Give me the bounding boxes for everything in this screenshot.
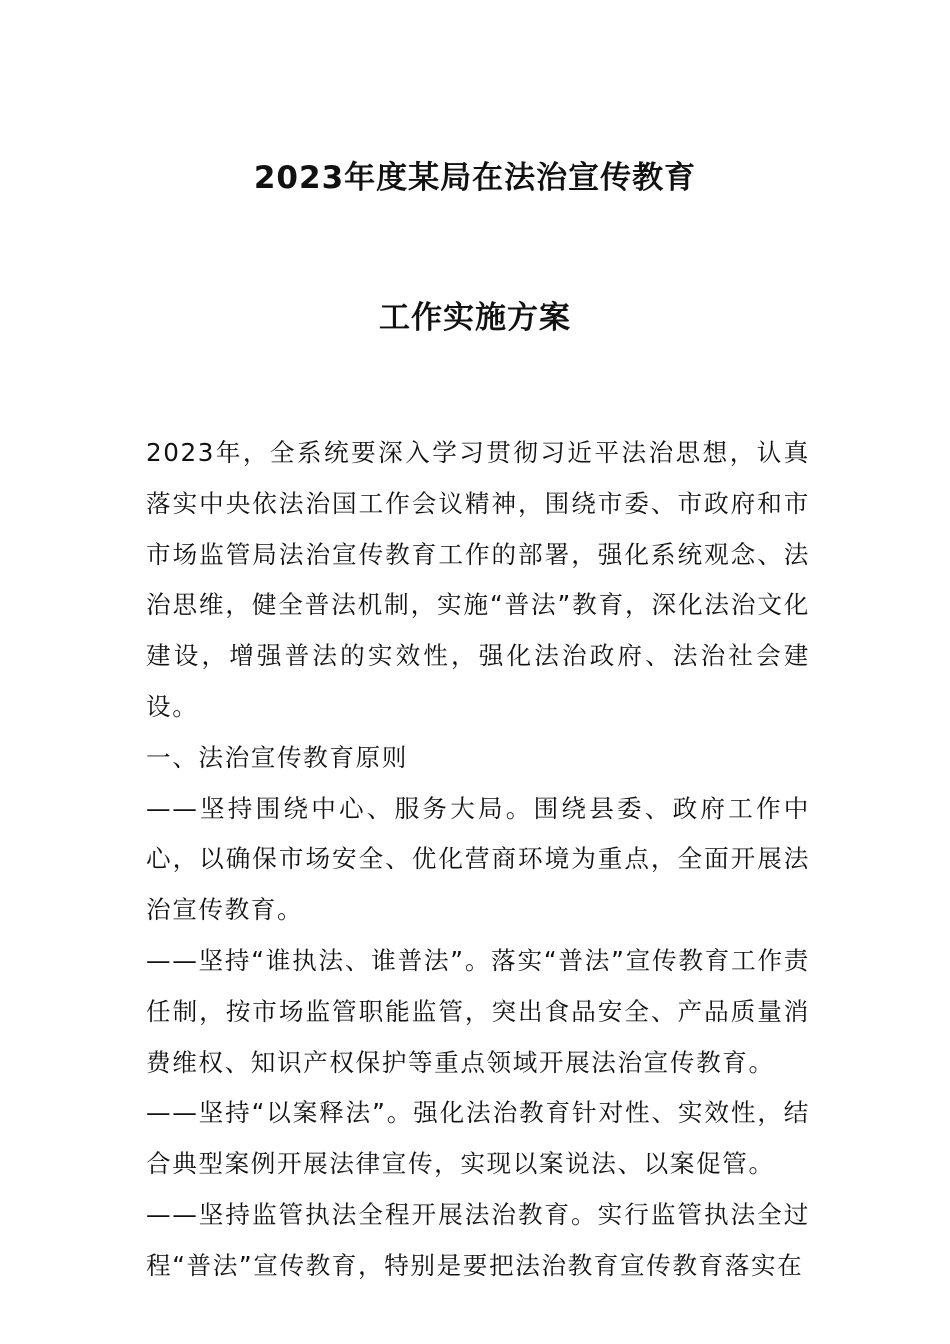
principle-paragraph: ——坚持围绕中心、服务大局。围绕县委、政府工作中心，以确保市场安全、优化营商环境为重点，全面开展法治宣传教育。 <box>146 793 810 925</box>
document-title-line-2: 工作实施方案 <box>379 300 571 336</box>
principle-paragraph: ——坚持监管执法全程开展法治教育。实行监管执法全过程“普法”宣传教育，特别是要把法治教育宣传教育落实在 <box>146 1199 810 1280</box>
section-heading-principles: 一、法治宣传教育原则 <box>146 742 408 772</box>
document-body <box>146 428 810 1292</box>
principle-paragraph: ——坚持“谁执法、谁普法”。落实“普法”宣传教育工作责任制，按市场监管职能监管，突出食品安全、产品质量消费维权、知识产权保护等重点领域开展法治宣传教育。 <box>146 945 810 1077</box>
principle-paragraph: ——坚持“以案释法”。强化法治教育针对性、实效性，结合典型案例开展法律宣传，实现以案说法、以案促管。 <box>146 1098 810 1179</box>
intro-paragraph: 2023年，全系统要深入学习贯彻习近平法治思想，认真落实中央依法治国工作会议精神，围绕市委、市政府和市市场监管局法治宣传教育工作的部署，强化系统观念、法治思维，健全普法机制，实施“普法”教育，深化法治文化建设，增强普法的实效性，强化法治政府、法治社会建设。 <box>146 438 810 721</box>
document-title-line-1: 2023年度某局在法治宣传教育 <box>253 160 697 196</box>
